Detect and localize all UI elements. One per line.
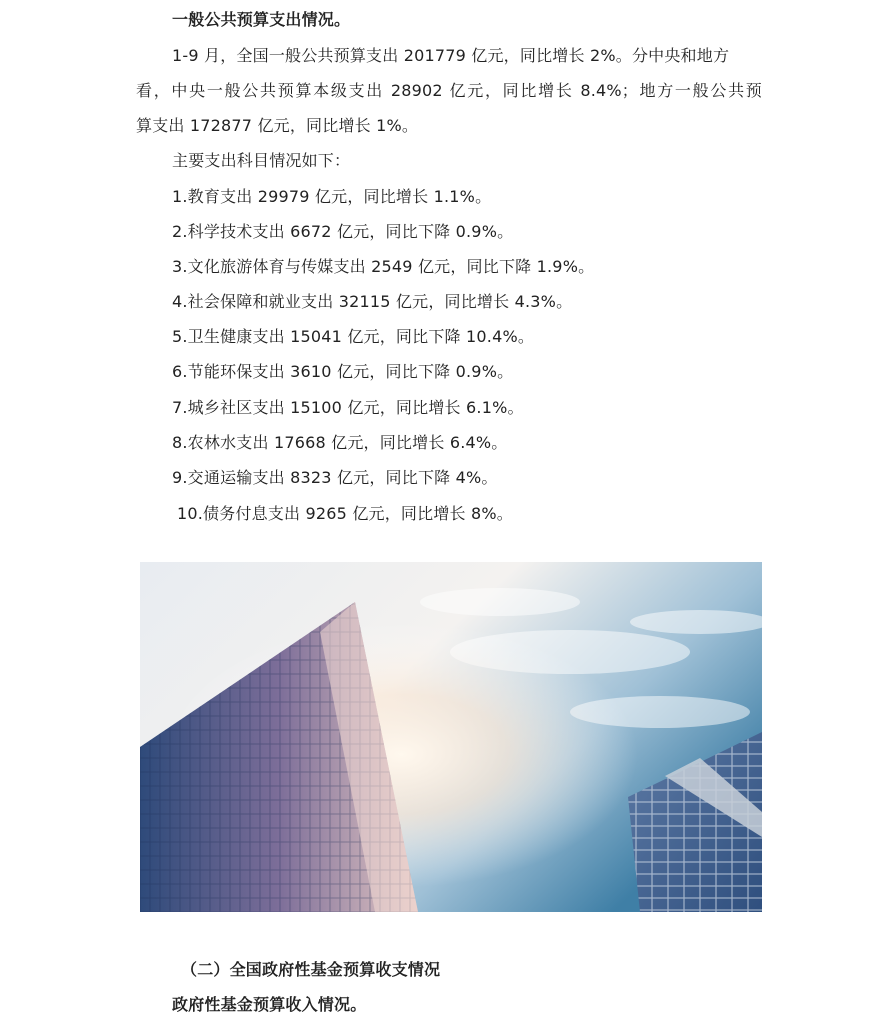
paragraph-line-3: 算支出 172877 亿元，同比增长 1%。 — [136, 116, 419, 135]
list-item: 1.教育支出 29979 亿元，同比增长 1.1%。 — [172, 187, 492, 206]
items-intro: 主要支出科目情况如下： — [172, 151, 351, 170]
list-item: 10.债务付息支出 9265 亿元，同比增长 8%。 — [177, 504, 514, 523]
list-item: 3.文化旅游体育与传媒支出 2549 亿元，同比下降 1.9%。 — [172, 257, 595, 276]
list-item: 4.社会保障和就业支出 32115 亿元，同比增长 4.3%。 — [172, 292, 573, 311]
section-title: 一般公共预算支出情况。 — [172, 10, 351, 29]
paragraph-line-2: 看，中央一般公共预算本级支出 28902 亿元，同比增长 8.4%；地方一般公共预 — [136, 81, 762, 100]
list-item: 2.科学技术支出 6672 亿元，同比下降 0.9%。 — [172, 222, 514, 241]
list-item: 9.交通运输支出 8323 亿元，同比下降 4%。 — [172, 468, 498, 487]
list-item: 5.卫生健康支出 15041 亿元，同比下降 10.4%。 — [172, 327, 535, 346]
list-item: 7.城乡社区支出 15100 亿元，同比增长 6.1%。 — [172, 398, 524, 417]
skyscraper-photo — [140, 562, 762, 912]
list-item: 8.农林水支出 17668 亿元，同比增长 6.4%。 — [172, 433, 508, 452]
subsection-heading: （二）全国政府性基金预算收支情况 — [181, 960, 441, 979]
subsection-title: 政府性基金预算收入情况。 — [172, 995, 367, 1014]
paragraph-line-1: 1-9 月，全国一般公共预算支出 201779 亿元，同比增长 2%。分中央和地方 — [172, 46, 730, 65]
list-item: 6.节能环保支出 3610 亿元，同比下降 0.9%。 — [172, 362, 514, 381]
